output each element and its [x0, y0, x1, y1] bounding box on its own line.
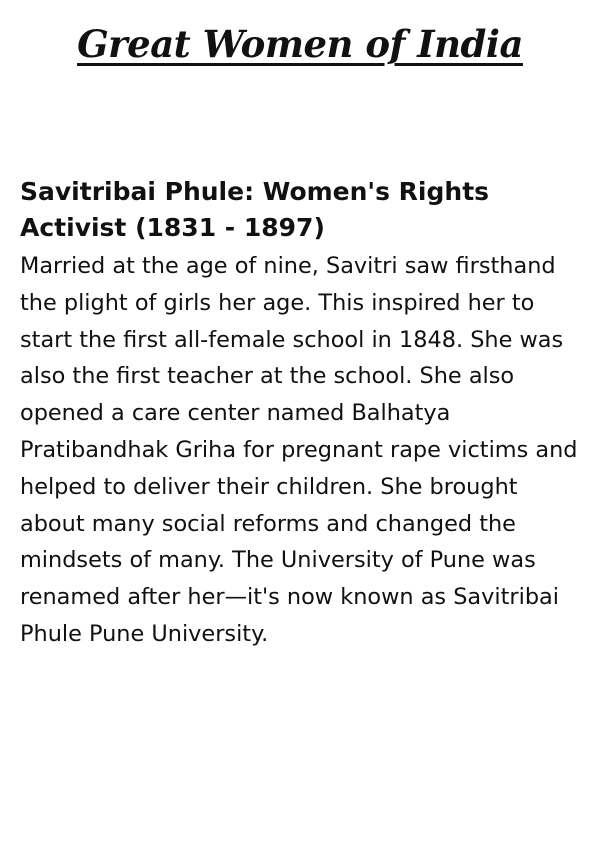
biography-entry [20, 174, 585, 653]
entry-heading: Savitribai Phule: Women's Rights Activist (1831 - 1897) [20, 177, 490, 242]
page-title-text: Great Women of India [77, 22, 523, 66]
entry-body: Married at the age of nine, Savitri saw firsthand the plight of girls her age. This inspired her to start the first all-female school in 1848. She was also the first teacher at the school. She also opened a care center named Balhatya Pratibandhak Griha for pregnant rape victims and helped to deliver their children. She brought about many social reforms and changed the mindsets of many. The University of Pune was renamed after her—it's now known as Savitribai Phule Pune University. [20, 253, 578, 647]
page-title [0, 22, 600, 66]
